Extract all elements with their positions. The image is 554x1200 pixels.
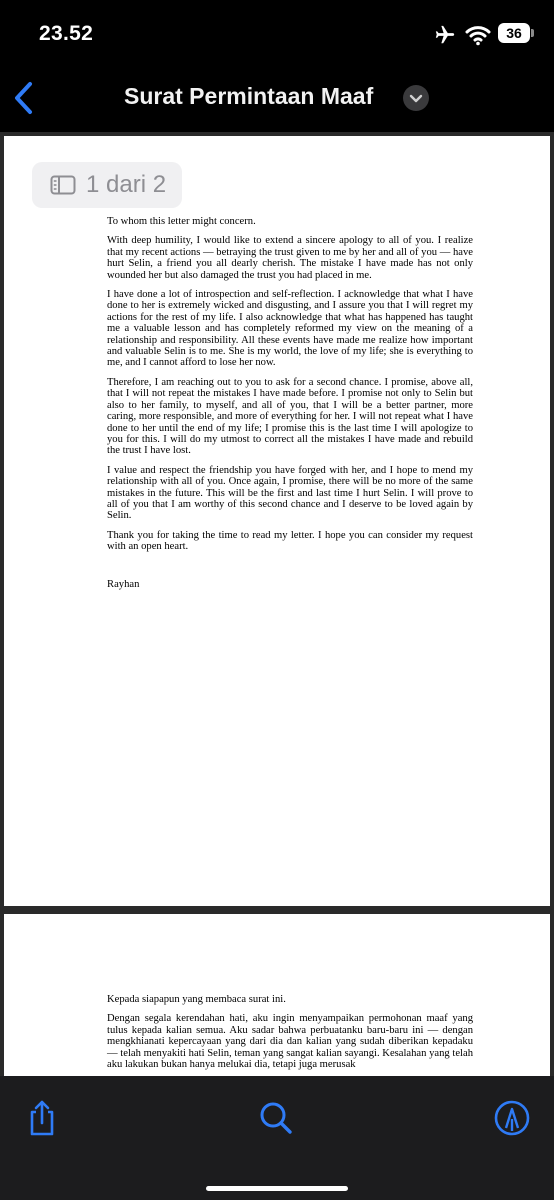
letter-paragraph: Therefore, I am reaching out to you to ask for a second chance. I promise, above all, that I will not repeat the mistakes I have made before. I promise not only to Selin but also to her family, to myself, and all of you, that I will be a better partner, more caring, more responsible, and more of everything for her. I will not repeat what I have done to her until the end of my life; I promise this is the last time I will apologize to you for this. I will do my utmost to correct all the mistakes I have made and rebuild the trust I have lost. xyxy=(107,376,473,457)
battery-tip xyxy=(531,29,534,37)
title-menu-button[interactable] xyxy=(403,85,429,111)
pdf-viewer[interactable] xyxy=(0,132,554,1076)
status-bar xyxy=(0,0,554,68)
letter-paragraph: Thank you for taking the time to read my letter. I hope you can consider my request with an open heart. xyxy=(107,529,473,553)
letter-body-indonesian xyxy=(107,994,473,1076)
letter-paragraph: Kepada siapapun yang membaca surat ini. xyxy=(107,994,286,1005)
document-title[interactable]: Surat Permintaan Maaf xyxy=(124,83,374,109)
share-icon[interactable] xyxy=(22,1098,62,1138)
letter-paragraph: I value and respect the friendship you have forged with her, and I hope to mend my relationship with all of you. Once again, I promise, there will be no more of the same mistakes in the future. This will be the first and last time I hurt Selin. I will prove to all of you that I am worthy of this second chance and I deserve to be loved again by Selin. xyxy=(107,464,473,522)
home-indicator[interactable] xyxy=(206,1186,348,1191)
letter-paragraph: Dengan segala kerendahan hati, aku ingin menyampaikan permohonan maaf yang tulus kepada kalian semua. Aku sadar bahwa perbuatanku baru-baru ini — dengan mengkhianati kepercayaan yang dari dia dan kalian yang sudah diberikan kepadaku — telah menyakiti hati Selin, teman yang sangat kalian sayangi. Kesalahan yang telah aku lakukan bukan hanya melukai dia, tetapi juga merusak xyxy=(107,1013,473,1071)
search-icon[interactable] xyxy=(256,1098,296,1138)
chevron-down-icon xyxy=(403,85,429,111)
wifi-icon xyxy=(465,24,491,46)
battery-level: 36 xyxy=(498,23,530,43)
letter-signature: Rayhan xyxy=(107,578,140,590)
bottom-toolbar xyxy=(0,1076,554,1200)
pdf-page-2 xyxy=(4,914,550,1076)
letter-body-english xyxy=(107,216,473,598)
letter-paragraph: I have done a lot of introspection and self-reflection. I acknowledge that what I have done to her is extremely wicked and disgusting, and I assure you that I will regret my actions for the rest of my life. I also acknowledge that what has happened has taught me a valuable lesson and has completely reformed my view on the meaning of a relationship and responsibility. All these events have made me realize how important and valuable Selin is to me. She is my world, the love of my life; she is everything to me, and I cannot afford to lose her now. xyxy=(107,289,473,369)
airplane-icon xyxy=(434,24,456,46)
pdf-page-1 xyxy=(4,136,550,906)
markup-icon[interactable] xyxy=(492,1098,532,1138)
sidebar-icon xyxy=(50,175,76,195)
page-count-label: 1 dari 2 xyxy=(86,171,167,198)
letter-paragraph: To whom this letter might concern. xyxy=(107,216,256,227)
nav-bar xyxy=(0,68,554,132)
status-time: 23.52 xyxy=(39,22,94,45)
letter-paragraph: With deep humility, I would like to extend a sincere apology to all of you. I realize that my recent actions — betraying the trust given to me by her and all of you — have hurt Selin, a friend you all dearly cherish. The mistake I have made has not only wounded her but also damaged the trust you had placed in me. xyxy=(107,235,473,281)
page-indicator[interactable] xyxy=(32,162,182,208)
chevron-left-icon[interactable] xyxy=(10,78,40,118)
